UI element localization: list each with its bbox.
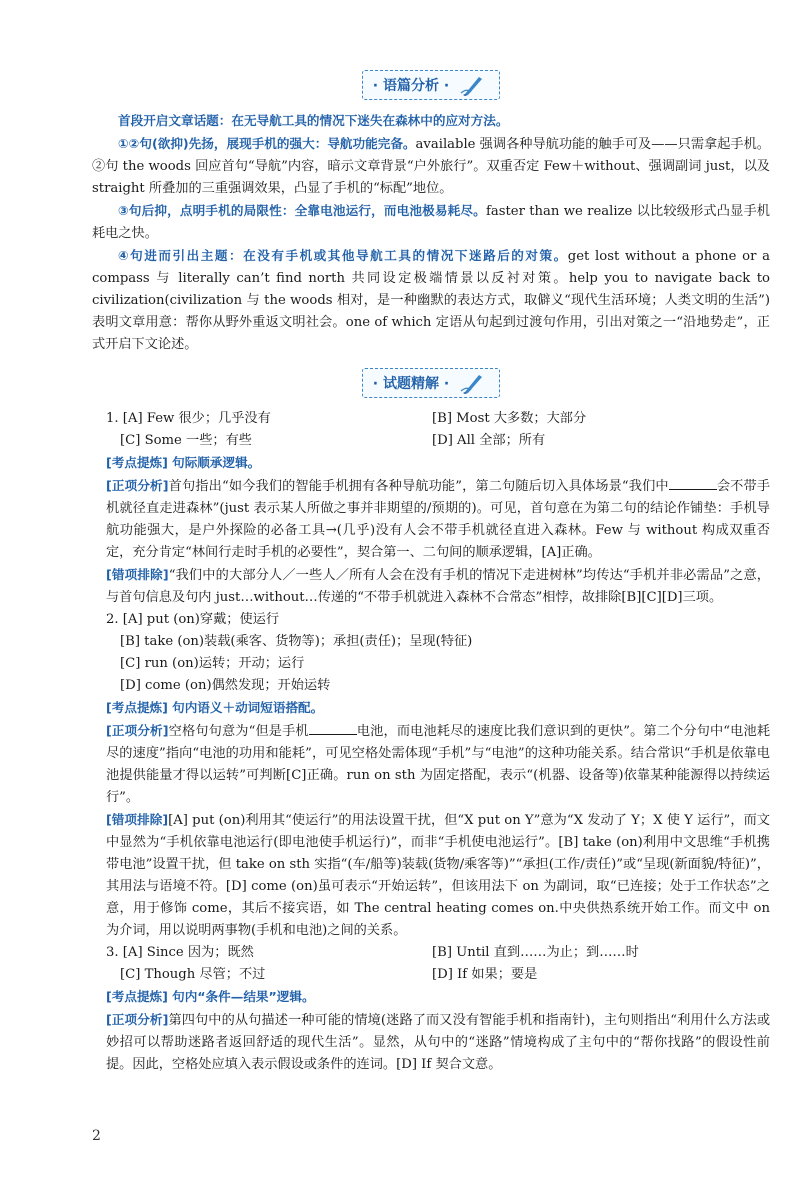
section-header-analysis <box>92 70 770 100</box>
q2-option-a: 2. [A] put (on)穿戴；使运行 <box>106 612 280 627</box>
section-title-box <box>362 70 500 100</box>
q1-option-c: [C] Some 一些；有些 <box>120 433 252 448</box>
section-header-questions <box>92 368 770 398</box>
q3-key-point: [考点提炼] 句内“条件—结果”逻辑。 <box>106 989 315 1004</box>
page-number: 2 <box>92 1128 101 1144</box>
q1-correct-analysis: [正项分析]首句指出“如今我们的智能手机拥有各种导航功能”，第二句随后切入具体场景“我们中 会不带手机就径直走进森林”(just 表示某人所做之事并非期望的/预期的)。可见，首句意在为第二句的结论作铺垫：手机导航功能强大，是户外探险的必备工具→(几乎)没有人会不带手机就径直进入森林。Few 与 without 构成双重否定，充分肯定“林间行走时手机的必要性”，契合第一、二句间的顺承逻辑，[A]正确。 <box>106 478 771 560</box>
analysis-paragraph-2: ①②句(欲抑)先扬，展现手机的强大：导航功能完备。available 强调各种导航功能的触手可及——只需拿起手机。②句 the woods 回应首句“导航”内容，暗示文章背景“户外旅行”。双重否定 Few＋without、强调副词 just，以及 straight 所叠加的三重强调效果，凸显了手机的“标配”地位。 <box>92 136 770 196</box>
q1-options <box>92 408 770 452</box>
section-title-box <box>362 368 500 398</box>
q1-option-d: [D] All 全部；所有 <box>432 433 546 448</box>
q1-wrong-elimination: [错项排除]“我们中的大部分人／一些人／所有人会在没有手机的情况下走进树林”均传达“手机并非必需品”之意，与首句信息及句内 just…without…传递的“不带手机就进入森林不合常态”相悖，故排除[B][C][D]三项。 <box>106 567 770 605</box>
analysis-paragraph-4: ④句进而引出主题：在没有手机或其他导航工具的情况下迷路后的对策。get lost without a phone or a compass 与 literally can’t find north 共同设定极端情景以反衬对策。help you to navigate back to civilization(civilization 与 the woods 相对，是一种幽默的表达方式，取僻义“现代生活环境；人类文明的生活”)表明文章用意：帮你从野外重返文明社会。one of which 定语从句起到过渡句作用，引出对策之一“沿地势走”，正式开启下文论述。 <box>92 248 771 352</box>
analysis-paragraph-1: 首段开启文章话题：在无导航工具的情况下迷失在森林中的应对方法。 <box>118 113 509 128</box>
q2-key-point: [考点提炼] 句内语义＋动词短语搭配。 <box>106 700 324 715</box>
answer-blank <box>309 722 357 735</box>
q3-option-d: [D] If 如果；要是 <box>432 967 538 982</box>
q2-wrong-elimination: [错项排除][A] put (on)利用其“使运行”的用法设置干扰，但“X put on Y”意为“X 发动了 Y；X 使 Y 运行”，而文中显然为“手机依靠电池运行(即电池使手机运行)”，而非“手机使电池运行”。[B] take (on)利用中文思维“手机携带电池”设置干扰，但 take on sth 实指“(车/船等)装载(货物/乘客等)”“承担(工作/责任)”或“呈现(新面貌/特征)”，其用法与语境不符。[D] come (on)虽可表示“开始运转”，但该用法下 on 为副词，取“已连接；处于工作状态”之意，用于修饰 come，其后不接宾语，如 The central heating comes on.中央供热系统开始工作。而文中 on 为介词，用以说明两事物(手机和电池)之间的关系。 <box>106 812 770 938</box>
pen-icon <box>459 74 485 96</box>
q3-correct-analysis: [正项分析]第四句中的从句描述一种可能的情境(迷路了而又没有智能手机和指南针)，主句则指出“利用什么方法或妙招可以帮助迷路者返回舒适的现代生活”。显然，从句中的“迷路”情境构成了主句中的“帮你找路”的假设性前提。因此，空格处应填入表示假设或条件的连词。[D] If 契合文意。 <box>106 1012 771 1072</box>
q3-option-a: 3. [A] Since 因为；既然 <box>106 945 254 960</box>
q2-option-d: [D] come (on)偶然发现；开始运转 <box>120 678 331 693</box>
q1-option-b: [B] Most 大多数；大部分 <box>432 411 587 426</box>
q3-options <box>92 942 770 986</box>
q2-correct-analysis: [正项分析]空格句句意为“但是手机 电池，而电池耗尽的速度比我们意识到的更快”。第二个分句中“电池耗尽的速度”指向“电池的功用和能耗”，可见空格处需体现“手机”与“电池”的这种功能关系。结合常识“手机是依靠电池提供能量才得以运转”可判断[C]正确。run on sth 为固定搭配，表示“(机器、设备等)依靠某种能源得以持续运行”。 <box>106 723 771 805</box>
q2-option-b: [B] take (on)装载(乘客、货物等)；承担(责任)；呈现(特征) <box>120 634 473 649</box>
pen-icon <box>459 372 485 394</box>
section-title: · 语篇分析 · <box>372 78 450 94</box>
q1-option-a: 1. [A] Few 很少；几乎没有 <box>106 411 271 426</box>
q3-option-c: [C] Though 尽管；不过 <box>120 967 266 982</box>
answer-blank <box>669 477 717 490</box>
analysis-paragraph-3: ③句后抑，点明手机的局限性：全靠电池运行，而电池极易耗尽。faster than we realize 以比较级形式凸显手机耗电之快。 <box>92 203 770 241</box>
page-content <box>92 66 770 1076</box>
q3-option-b: [B] Until 直到……为止；到……时 <box>432 945 639 960</box>
section-title: · 试题精解 · <box>372 376 450 392</box>
q2-option-c: [C] run (on)运转；开动；运行 <box>120 656 305 671</box>
q1-key-point: [考点提炼] 句际顺承逻辑。 <box>106 455 261 470</box>
